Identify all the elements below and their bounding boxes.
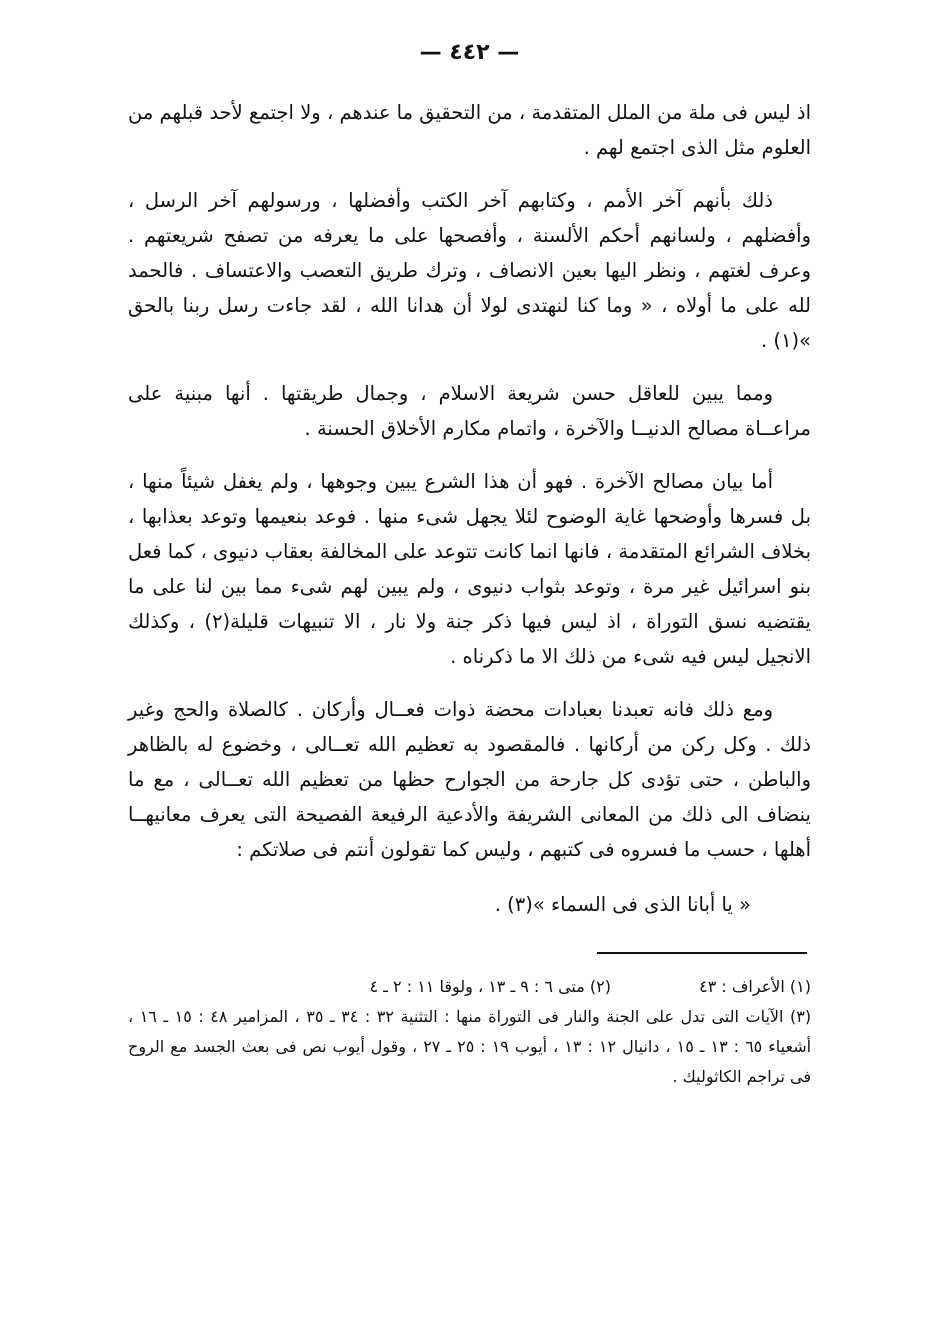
footnotes — [128, 972, 811, 1092]
quote-line: « يا أبانا الذى فى السماء »(٣) . — [494, 893, 751, 916]
paragraph-2: ذلك بأنهم آخر الأمم ، وكتابهم آخر الكتب وأفضلها ، ورسولهم آخر الرسل ، وأفضلهم ، ولسانهم أحكم الألسنة ، وأفصحها على ما يعرفه من تصفح شريعتهم . وعرف لغتهم ، ونظر اليها بعين الانصاف ، وترك طريق التعصب والاعتساف . فالحمد لله على ما أولاه ، « وما كنا لنهتدى لولا أن هدانا الله ، لقد جاءت رسل ربنا بالحق »(١) . — [128, 189, 811, 352]
footnote-row-1 — [128, 972, 811, 1002]
paragraph-5: ومع ذلك فانه تعبدنا بعبادات محضة ذوات فعــال وأركان . كالصلاة والحج وغير ذلك . وكل ركن من أركانها . فالمقصود به تعظيم الله تعــالى ، وخضوع له بالظاهر والباطن ، حتى تؤدى كل جارحة من الجوارح حظها من تعظيم الله تعــالى ، مع ما ينضاف الى ذلك من المعانى الشريفة والأدعية الرفيعة الفصيحة التى يعرف معانيهــا أهلها ، حسب ما فسروه فى كتبهم ، وليس كما تقولون أنتم فى صلاتكم : — [128, 698, 811, 861]
page-number: — ٤٤٢ — — [419, 40, 520, 65]
paragraph-1: اذ ليس فى ملة من الملل المتقدمة ، من التحقيق ما عندهم ، ولا اجتمع لأحد قبلهم من العلوم مثل الذى اجتمع لهم . — [128, 101, 811, 159]
footnote-divider — [597, 952, 807, 954]
main-text — [128, 95, 811, 867]
paragraph-3: ومما يبين للعاقل حسن شريعة الاسلام ، وجمال طريقتها . أنها مبنية على مراعــاة مصالح الدنيــا والآخرة ، واتمام مكارم الأخلاق الحسنة . — [128, 382, 811, 440]
footnote-3: (٣) الآيات التى تدل على الجنة والنار فى التوراة منها : التثنية ٣٢ : ٣٤ ـ ٣٥ ، المزامير ٤٨ : ١٥ ـ ١٦ ، أشعياء ٦٥ : ١٣ ـ ١٥ ، دانيال ١٢ : ١٣ ، أيوب ١٩ : ٢٥ ـ ٢٧ ، وقول أيوب نص فى بعث الجسد مع الروح فى تراجم الكاثوليك . — [128, 1007, 812, 1086]
footnote-2: (٢) متى ٦ : ٩ ـ ١٣ ، ولوقا ١١ : ٢ ـ ٤ — [369, 977, 611, 996]
footnote-1: (١) الأعراف : ٤٣ — [699, 977, 811, 996]
paragraph-4: أما بيان مصالح الآخرة . فهو أن هذا الشرع يبين وجوهها ، ولم يغفل شيئاً منها ، بل فسرها وأوضحها غاية الوضوح لئلا يجهل شىء منها . فوعد بنعيمها وتوعد بعذابها ، بخلاف الشرائع المتقدمة ، فانها انما كانت تتوعد على المخالفة بعقاب دنيوى ، كما فعل بنو اسرائيل غير مرة ، وتوعد بثواب دنيوى ، ولم يبين لهم شىء مما بين لنا على ما يقتضيه نسق التوراة ، اذ ليس فيها ذكر جنة ولا نار ، الا تنبيهات قليلة(٢) ، وكذلك الانجيل ليس فيه شىء من ذلك الا ما ذكرناه . — [128, 470, 811, 668]
